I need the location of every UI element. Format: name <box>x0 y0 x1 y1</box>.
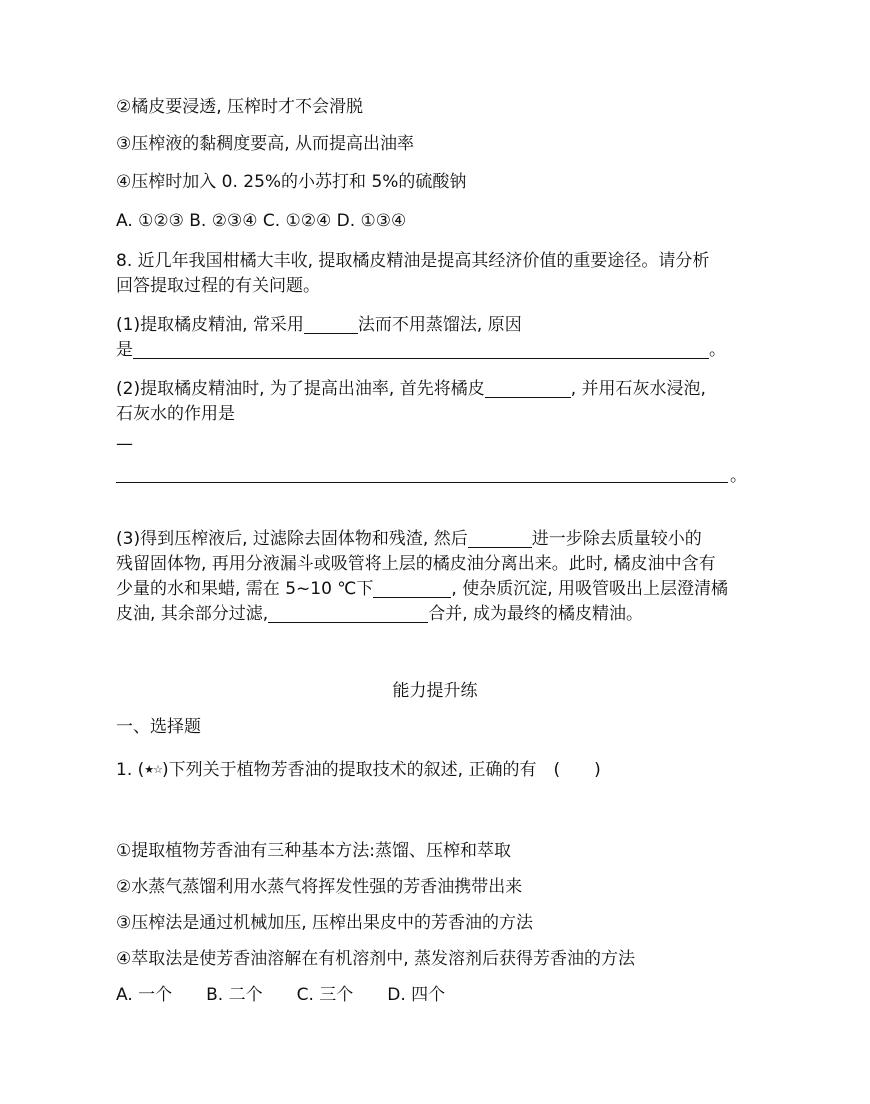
q8-part1-end: 。 <box>709 340 726 360</box>
q7-choices: A. ①②③ B. ②③④ C. ①②④ D. ①③④ <box>116 211 407 231</box>
q1-number: 1. ( <box>116 760 145 780</box>
q1-item-4: ④萃取法是使芳香油溶解在有机溶剂中, 蒸发溶剂后获得芳香油的方法 <box>116 949 636 969</box>
answer-blank[interactable] <box>304 315 358 334</box>
q8-part3-text-c: 少量的水和果蜡, 需在 5~10 ℃下 <box>116 579 374 599</box>
q8-part1-line2 <box>116 338 726 362</box>
q8-part1-text-c: 是 <box>116 340 133 360</box>
q8-part2-end: 。 <box>730 466 747 486</box>
q8-part3-line4 <box>116 602 643 626</box>
q1-item-2: ②水蒸气蒸馏利用水蒸气将挥发性强的芳香油携带出来 <box>116 877 523 897</box>
q8-part3-line2: 残留固体物, 再用分液漏斗或吸管将上层的橘皮油分离出来。此时, 橘皮油中含有 <box>116 554 716 574</box>
q1-item-3: ③压榨法是通过机械加压, 压榨出果皮中的芳香油的方法 <box>116 913 534 933</box>
subsection-title: 一、选择题 <box>116 717 201 737</box>
q8-part2-line1 <box>116 377 706 401</box>
option-3: ③压榨液的黏稠度要高, 从而提高出油率 <box>116 134 415 154</box>
q1-stem <box>116 758 601 782</box>
q8-part3-text-a: (3)得到压榨液后, 过滤除去固体物和残渣, 然后 <box>116 529 468 549</box>
difficulty-star-icon: ★☆ <box>144 763 162 776</box>
q8-part2-text-a: (2)提取橘皮精油时, 为了提高出油率, 首先将橘皮 <box>116 379 485 399</box>
option-2: ②橘皮要浸透, 压榨时才不会滑脱 <box>116 97 364 117</box>
answer-blank[interactable] <box>485 379 571 398</box>
q8-stem-line1: 8. 近几年我国柑橘大丰收, 提取橘皮精油是提高其经济价值的重要途径。请分析 <box>116 251 710 271</box>
answer-blank[interactable] <box>373 579 451 598</box>
answer-blank[interactable] <box>116 482 728 483</box>
q8-part3-line3 <box>116 577 728 601</box>
q1-item-1: ①提取植物芳香油有三种基本方法:蒸馏、压榨和萃取 <box>116 841 511 861</box>
q8-part2-text-b: , 并用石灰水浸泡, <box>570 379 706 399</box>
q8-part2-line2: 石灰水的作用是 <box>116 404 235 424</box>
q8-part1-text-b: 法而不用蒸馏法, 原因 <box>357 315 522 335</box>
q8-part3-text-b: 进一步除去质量较小的 <box>531 529 702 549</box>
q1-text: )下列关于植物芳香油的提取技术的叙述, 正确的有 ( ) <box>162 760 601 780</box>
answer-blank[interactable] <box>468 529 532 548</box>
q8-part2-dash: — <box>116 434 133 454</box>
q8-stem-line2: 回答提取过程的有关问题。 <box>116 276 320 296</box>
option-4: ④压榨时加入 0. 25%的小苏打和 5%的硫酸钠 <box>116 172 467 192</box>
q1-choices: A. 一个 B. 二个 C. 三个 D. 四个 <box>116 985 446 1005</box>
section-title: 能力提升练 <box>392 681 478 701</box>
q8-part3-text-e: 皮油, 其余部分过滤, <box>116 604 269 624</box>
answer-blank[interactable] <box>133 340 709 359</box>
answer-blank[interactable] <box>268 604 428 623</box>
q8-part3-text-d: , 使杂质沉淀, 用吸管吸出上层澄清橘 <box>451 579 729 599</box>
q8-part3-text-f: 合并, 成为最终的橘皮精油。 <box>428 604 644 624</box>
q8-part3-line1 <box>116 527 702 551</box>
q8-part1-text-a: (1)提取橘皮精油, 常采用 <box>116 315 304 335</box>
q8-part1-line1 <box>116 313 522 337</box>
